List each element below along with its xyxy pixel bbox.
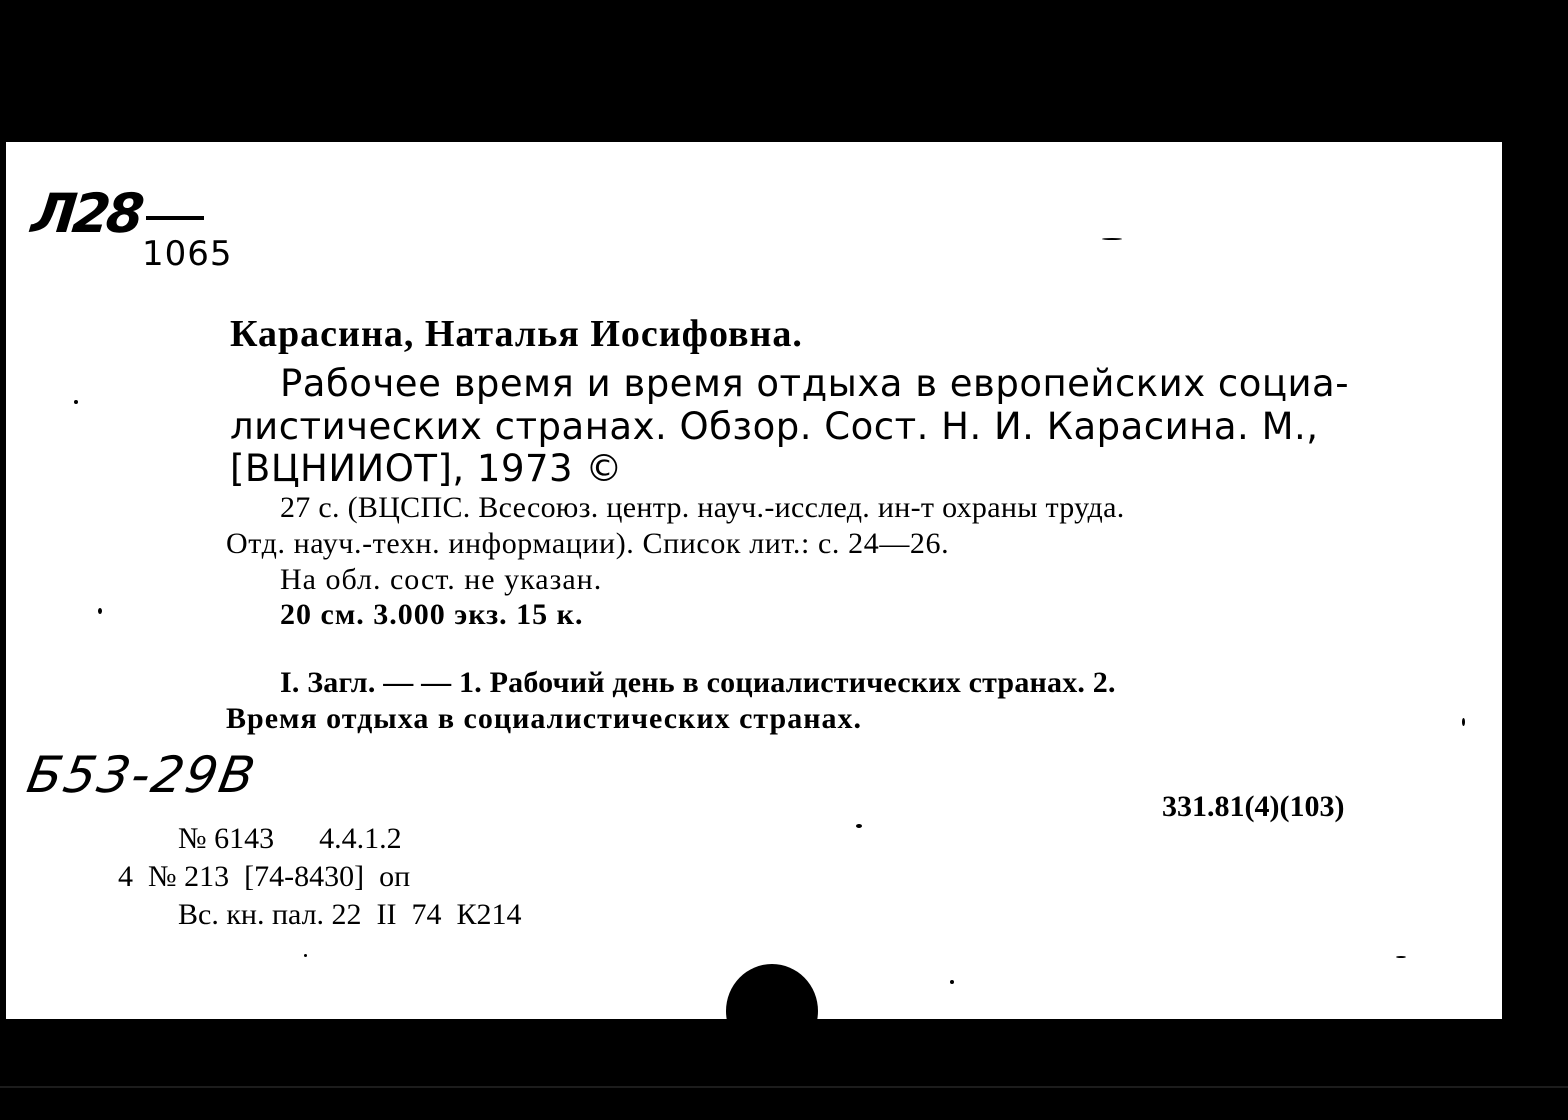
collation-line-4: 20 см. 3.000 экз. 15 к. [280,598,584,631]
handwritten-code: Б53-29В [22,746,262,804]
subject-line-1: I. Загл. — — 1. Рабочий день в социалистических странах. 2. [280,666,1116,699]
shelfmark-number: 1065 [142,234,233,274]
title-line-1: Рабочее время и время отдыха в европейских социа- [280,362,1350,405]
title-line-2: листических странах. Обзор. Сост. Н. И. Карасина. М., [230,405,1319,448]
speck [950,980,954,984]
speck [856,824,862,828]
title-line-3: [ВЦНИИОТ], 1973 © [230,447,623,490]
catalog-card [6,142,1502,1019]
speck [1462,718,1465,726]
shelfmark-divider [146,216,204,220]
registry-line-2: 4 № 213 [74-8430] оп [118,860,411,893]
author-heading: Карасина, Наталья Иосифовна. [230,313,803,355]
subject-line-2: Время отдыха в социалистических странах. [226,702,863,735]
speck [74,400,78,404]
collation-line-1: 27 с. (ВЦСПС. Всесоюз. центр. науч.-исслед. ин-т охраны труда. [280,491,1125,524]
scan-artifact-line [0,1086,1568,1088]
registry-line-1: № 6143 4.4.1.2 [178,822,402,855]
speck [1102,238,1122,240]
speck [304,954,307,957]
speck [98,608,102,614]
collation-line-3: На обл. сост. не указан. [280,563,603,596]
collation-line-2: Отд. науч.-техн. информации). Список лит.: с. 24—26. [226,527,950,560]
shelfmark-code: Л28 [28,182,144,245]
registry-line-3: Вс. кн. пал. 22 II 74 К214 [178,898,522,931]
punch-hole [726,964,818,1058]
classification-number: 331.81(4)(103) [1162,790,1345,823]
speck [1396,956,1406,958]
